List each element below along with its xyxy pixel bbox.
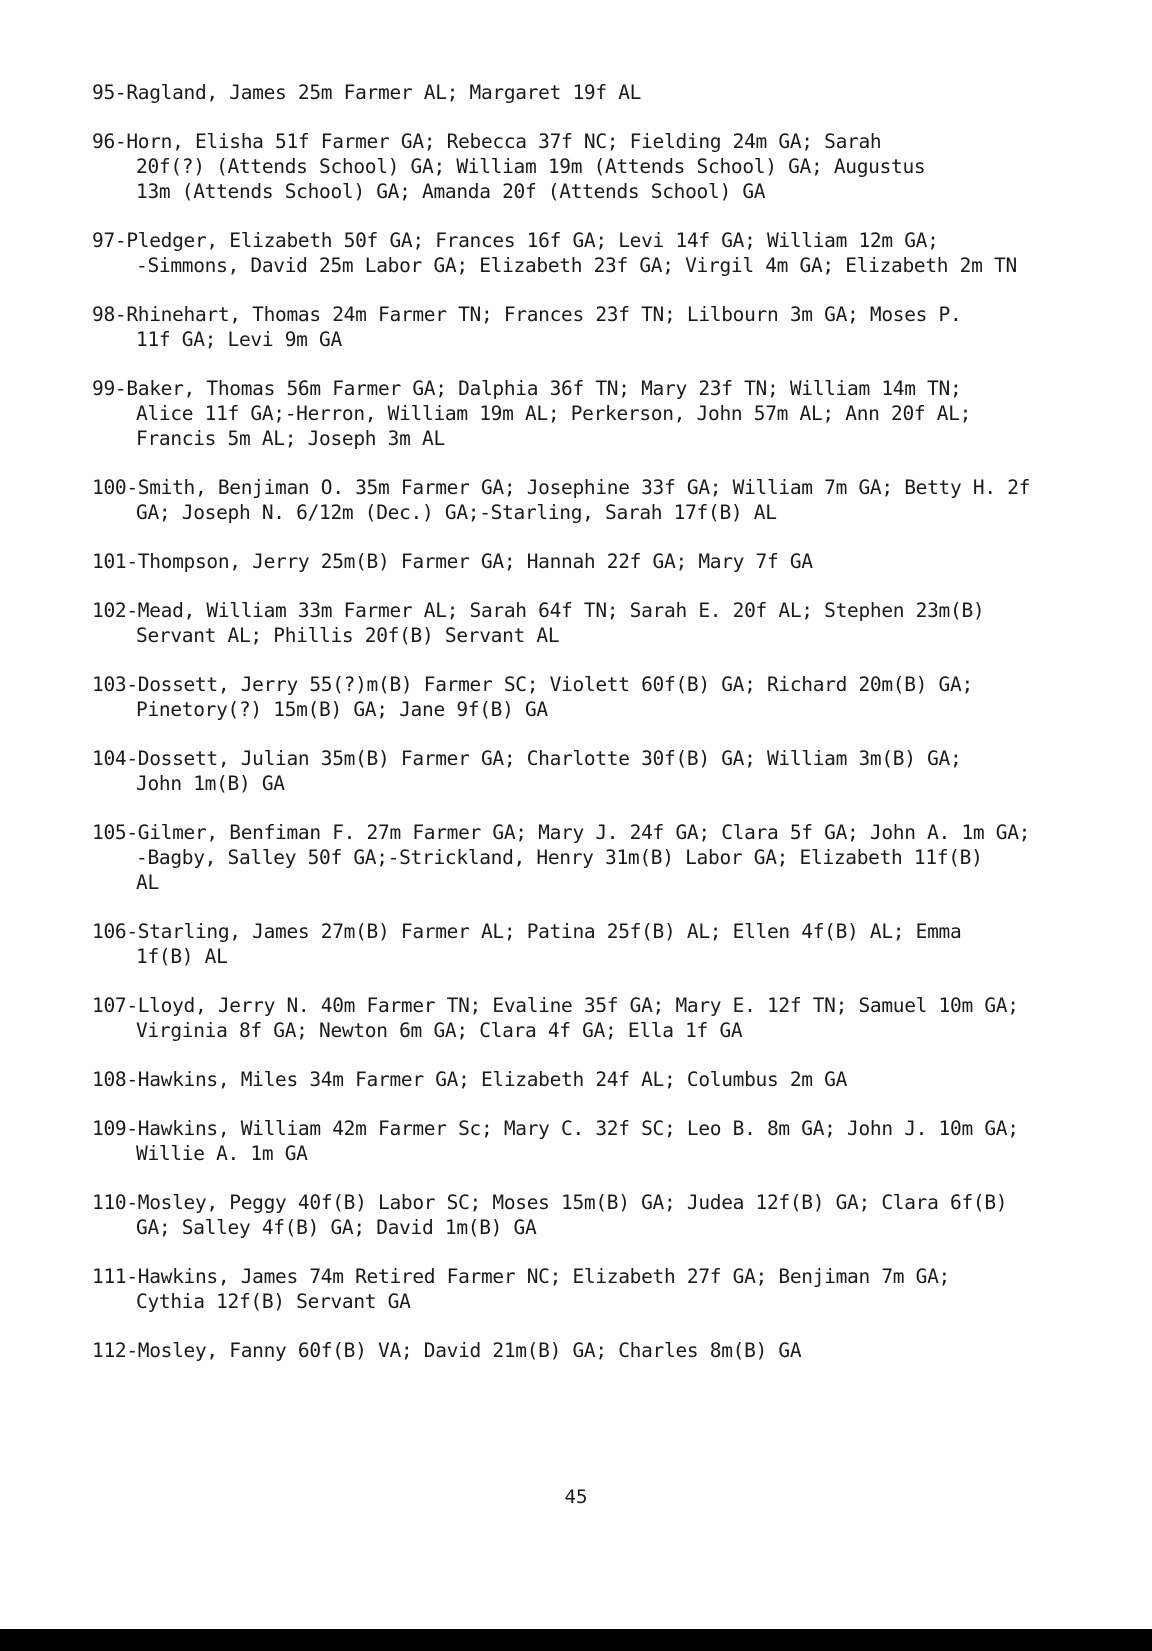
entry-first-line: 96-Horn, Elisha 51f Farmer GA; Rebecca 37f NC; Fielding 24m GA; Sarah	[92, 130, 882, 153]
entry-first-line: 103-Dossett, Jerry 55(?)m(B) Farmer SC; Violett 60f(B) GA; Richard 20m(B) GA;	[92, 673, 973, 696]
entry-continuation-line: AL	[136, 871, 159, 894]
scan-bottom-edge	[0, 1629, 1152, 1651]
census-entry	[92, 475, 1132, 525]
entry-first-line: 97-Pledger, Elizabeth 50f GA; Frances 16f GA; Levi 14f GA; William 12m GA;	[92, 229, 939, 252]
census-entry	[92, 302, 1132, 352]
entry-first-line: 99-Baker, Thomas 56m Farmer GA; Dalphia 36f TN; Mary 23f TN; William 14m TN;	[92, 377, 962, 400]
census-entry	[92, 80, 1132, 105]
census-entry	[92, 1067, 1132, 1092]
entry-first-line: 105-Gilmer, Benfiman F. 27m Farmer GA; Mary J. 24f GA; Clara 5f GA; John A. 1m GA;	[92, 821, 1031, 844]
census-entry	[92, 376, 1132, 451]
entry-continuation-line: Pinetory(?) 15m(B) GA; Jane 9f(B) GA	[136, 698, 548, 721]
census-entry	[92, 598, 1132, 648]
entry-continuation-line: Servant AL; Phillis 20f(B) Servant AL	[136, 624, 560, 647]
census-entry	[92, 1264, 1132, 1314]
entry-first-line: 107-Lloyd, Jerry N. 40m Farmer TN; Evaline 35f GA; Mary E. 12f TN; Samuel 10m GA;	[92, 994, 1019, 1017]
census-entry	[92, 228, 1132, 278]
census-entries	[92, 80, 1132, 1387]
entry-continuation-line: 11f GA; Levi 9m GA	[136, 328, 342, 351]
census-entry	[92, 993, 1132, 1043]
entry-first-line: 104-Dossett, Julian 35m(B) Farmer GA; Charlotte 30f(B) GA; William 3m(B) GA;	[92, 747, 962, 770]
census-entry	[92, 549, 1132, 574]
census-entry	[92, 820, 1132, 895]
entry-continuation-line: -Bagby, Salley 50f GA;-Strickland, Henry 31m(B) Labor GA; Elizabeth 11f(B)	[136, 846, 983, 869]
entry-continuation-line: 13m (Attends School) GA; Amanda 20f (Attends School) GA	[136, 180, 766, 203]
entry-first-line: 110-Mosley, Peggy 40f(B) Labor SC; Moses 15m(B) GA; Judea 12f(B) GA; Clara 6f(B)	[92, 1191, 1008, 1214]
entry-continuation-line: -Simmons, David 25m Labor GA; Elizabeth 23f GA; Virgil 4m GA; Elizabeth 2m TN	[136, 254, 1017, 277]
census-entry	[92, 1116, 1132, 1166]
census-entry	[92, 746, 1132, 796]
census-entry	[92, 1338, 1132, 1363]
entry-first-line: 100-Smith, Benjiman O. 35m Farmer GA; Josephine 33f GA; William 7m GA; Betty H. 2f	[92, 476, 1031, 499]
entry-continuation-line: Alice 11f GA;-Herron, William 19m AL; Perkerson, John 57m AL; Ann 20f AL;	[136, 402, 972, 425]
entry-continuation-line: Francis 5m AL; Joseph 3m AL	[136, 427, 445, 450]
entry-first-line: 112-Mosley, Fanny 60f(B) VA; David 21m(B) GA; Charles 8m(B) GA	[92, 1339, 802, 1362]
census-entry	[92, 672, 1132, 722]
entry-first-line: 98-Rhinehart, Thomas 24m Farmer TN; Frances 23f TN; Lilbourn 3m GA; Moses P.	[92, 303, 962, 326]
entry-continuation-line: John 1m(B) GA	[136, 772, 285, 795]
entry-continuation-line: 1f(B) AL	[136, 945, 228, 968]
census-entry	[92, 919, 1132, 969]
entry-first-line: 106-Starling, James 27m(B) Farmer AL; Patina 25f(B) AL; Ellen 4f(B) AL; Emma	[92, 920, 962, 943]
page-number: 45	[564, 1486, 588, 1508]
entry-first-line: 111-Hawkins, James 74m Retired Farmer NC; Elizabeth 27f GA; Benjiman 7m GA;	[92, 1265, 951, 1288]
entry-continuation-line: Virginia 8f GA; Newton 6m GA; Clara 4f GA; Ella 1f GA	[136, 1019, 743, 1042]
entry-first-line: 108-Hawkins, Miles 34m Farmer GA; Elizabeth 24f AL; Columbus 2m GA	[92, 1068, 848, 1091]
entry-continuation-line: Willie A. 1m GA	[136, 1142, 308, 1165]
entry-first-line: 95-Ragland, James 25m Farmer AL; Margaret 19f AL	[92, 81, 642, 104]
entry-first-line: 109-Hawkins, William 42m Farmer Sc; Mary C. 32f SC; Leo B. 8m GA; John J. 10m GA;	[92, 1117, 1019, 1140]
entry-continuation-line: GA; Joseph N. 6/12m (Dec.) GA;-Starling, Sarah 17f(B) AL	[136, 501, 777, 524]
entry-continuation-line: Cythia 12f(B) Servant GA	[136, 1290, 411, 1313]
entry-first-line: 102-Mead, William 33m Farmer AL; Sarah 64f TN; Sarah E. 20f AL; Stephen 23m(B)	[92, 599, 985, 622]
entry-continuation-line: 20f(?) (Attends School) GA; William 19m (Attends School) GA; Augustus	[136, 155, 926, 178]
entry-first-line: 101-Thompson, Jerry 25m(B) Farmer GA; Hannah 22f GA; Mary 7f GA	[92, 550, 813, 573]
census-entry	[92, 1190, 1132, 1240]
entry-continuation-line: GA; Salley 4f(B) GA; David 1m(B) GA	[136, 1216, 537, 1239]
census-entry	[92, 129, 1132, 204]
